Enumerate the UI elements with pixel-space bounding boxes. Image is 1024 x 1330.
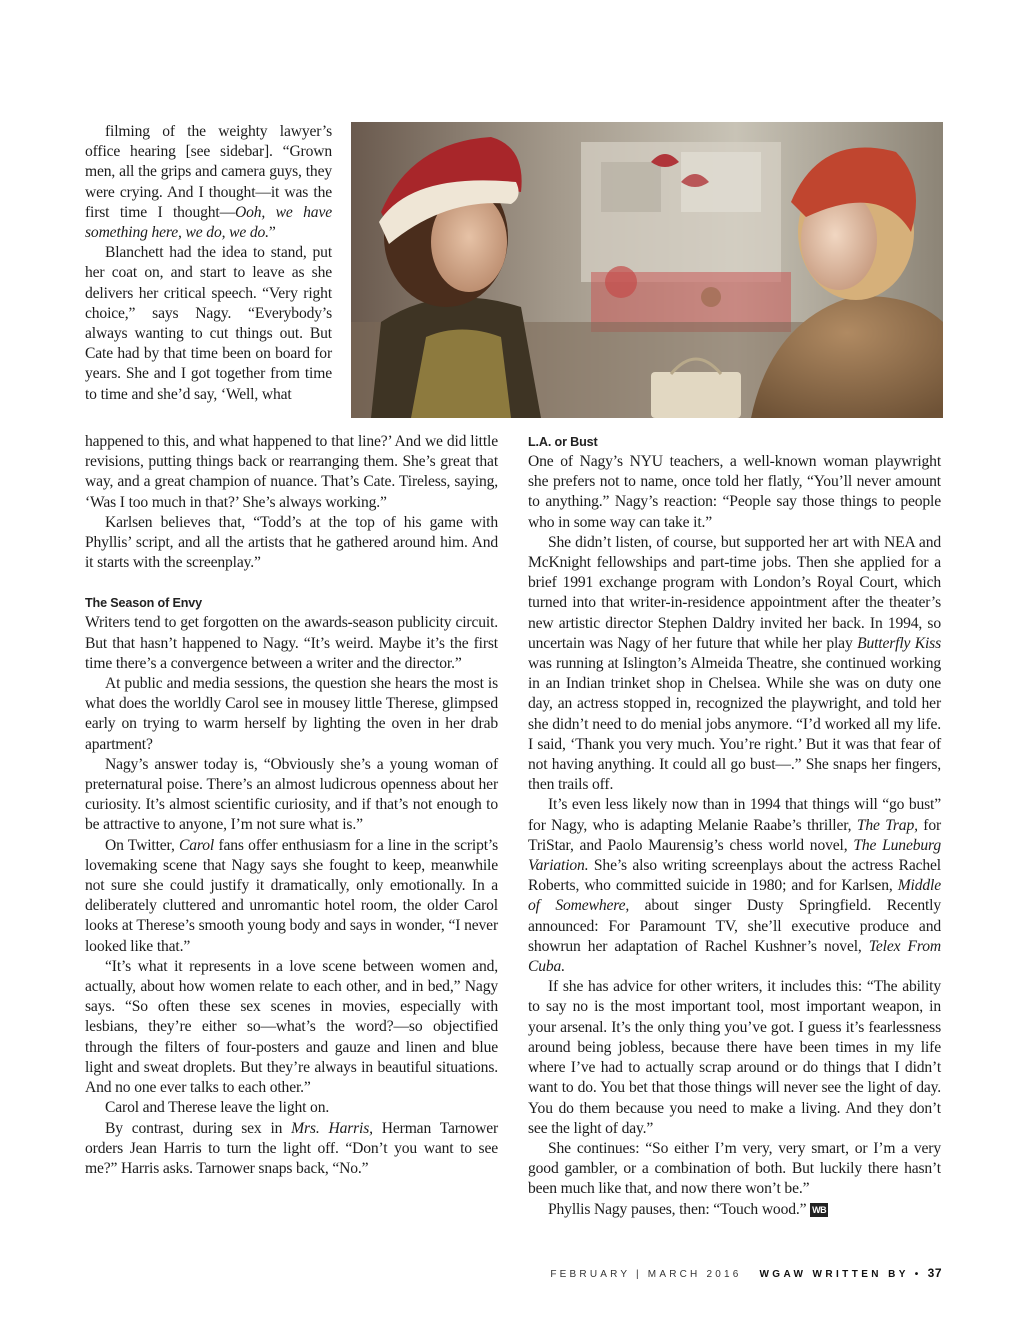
paragraph: [528, 533, 941, 796]
right-column: [528, 432, 941, 1220]
paragraph: [85, 613, 498, 674]
section-heading-la-or-bust: L.A. or Bust: [528, 435, 598, 449]
text-run: If she has advice for other writers, it includes this: “The ability to say no is the most important tool, most important weapon, in your arsenal. It’s the only thing you’ve got. I guess it’s fearlessness around being jobless, because there have been times in my life where I’ve had to actually scrap around or do things that I didn’t want to do. You bet that those things will never see the light of day. You do them because you need to make a living. And they don’t see the light of day.”: [528, 978, 941, 1137]
text-run: At public and media sessions, the question she hears the most is what does the worldly Carol see in mousey little Therese, glimpsed early on trying to warm herself by lighting the oven in her drab apartment?: [85, 675, 498, 753]
italic-text: Telex From Cuba.: [528, 937, 942, 976]
italic-text: The Luneburg Variation.: [528, 836, 942, 875]
text-run: about singer Dusty Springfield. Recently announced: For Paramount TV, she’ll executive produce and showrun her adaptation of Rachel Kushner’s novel,: [528, 897, 941, 955]
film-still-photo: [351, 122, 943, 418]
text-run: ”: [268, 224, 276, 242]
text-run: “It’s what it represents in a love scene between women and, actually, about how women relate to each other, and in bed,” Nagy says. “So often these sex scenes in movies, especially with lesbians, they’re either so—what’s the word?—so objectified through the filters of four-posters and gauze and linen and blue light and sweat droplets. But they’re always in beautiful situations. And no one ever talks to each other.”: [85, 957, 498, 1097]
italic-text: The Trap,: [856, 816, 918, 834]
left-column-continuation: [85, 432, 498, 573]
wb-end-mark-logo: WB: [812, 1204, 827, 1215]
footer-publication: WGAW WRITTEN BY: [759, 1269, 909, 1280]
film-still-illustration: [351, 122, 943, 418]
text-run: happened to this, and what happened to that line?’ And we did little revisions, putting things back or rearranging them. She’s great that way, and a great champion of nuance. That’s Cate. Tireless, saying, ‘Was I too much in that?’ She’s always working.”: [85, 433, 498, 511]
intro-column: [85, 122, 332, 405]
paragraph: [85, 755, 498, 836]
text-run: By contrast, during sex in: [105, 1119, 292, 1137]
la-or-bust-body: [528, 452, 941, 1220]
italic-text: Mrs. Harris,: [291, 1119, 373, 1137]
paragraph: [85, 836, 498, 957]
left-column: [85, 432, 498, 1179]
page-footer: [550, 1266, 942, 1280]
paragraph: [528, 452, 941, 533]
footer-bullet: •: [914, 1269, 922, 1280]
text-run: She continues: “So either I’m very, very smart, or I’m a very good gambler, or a combination of both. But luckily there hasn’t been much like that, and now there won’t be.”: [528, 1139, 941, 1198]
text-run: She’s also writing screenplays about the actress Rachel Roberts, who committed suicide in 1980; and for Karlsen,: [528, 857, 941, 895]
text-run: filming of the weighty lawyer’s office hearing [see sidebar]. “Grown men, all the grips and camera guys, they were crying. And I thought—it was the first time I thought—: [85, 123, 332, 221]
paragraph: [85, 674, 498, 755]
italic-text: Middle of Somewhere,: [528, 877, 941, 915]
text-run: Phyllis Nagy pauses, then: “Touch wood.”: [548, 1200, 811, 1218]
text-run: was running at Islington’s Almeida Theatre, she continued working in an Indian trinket shop in Chelsea. While she was on duty one day, an actress stopped in, recognized the playwright, and told her she didn’t need to do menial jobs anymore. “I’d worked all my life. I said, ‘Thank you very much. You’re right.’ But it was that fear of not having anything. It could all go bust—.” She snaps her fingers, then trails off.: [528, 655, 941, 794]
paragraph: [85, 243, 332, 405]
text-run: Carol and Therese leave the light on.: [105, 1099, 330, 1117]
text-run: Blanchett had the idea to stand, put her coat on, and start to leave as she delivers her critical speech. “Very right choice,” says Nagy. “Everybody’s always wanting to cut things out. But Cate had by that time been on board for years. She and I got together from time to time and she’d say, ‘Well, what: [85, 244, 332, 403]
text-run: On Twitter,: [105, 836, 180, 854]
page-number: 37: [927, 1266, 942, 1280]
season-of-envy-body: [85, 613, 498, 1179]
paragraph: [85, 432, 498, 513]
italic-text: Carol: [179, 836, 215, 854]
text-run: She didn’t listen, of course, but supported her art with NEA and McKnight fellowships and part-time jobs. Then she applied for a brief 1991 exchange program with London’s Royal Court, which turned into that writer-in-residence appointment after the theater’s new artistic director Stephen Daldry invited her back. In 1994, so uncertain was Nagy of her future that while her play: [528, 533, 941, 652]
paragraph: [528, 1139, 941, 1200]
paragraph: [85, 513, 498, 574]
text-run: fans offer enthusiasm for a line in the script’s lovemaking scene that Nagy says she fought to keep, meanwhile not sure she could justify it dramatically, only emotionally. In a deliberately cluttered and unromantic hotel room, the older Carol looks at Therese’s smooth young body and says in wonder, “I never looked like that.”: [85, 836, 498, 955]
italic-text: Ooh, we have something here, we do, we do.: [85, 203, 332, 242]
text-run: Karlsen believes that, “Todd’s at the top of his game with Phyllis’ script, and all the artists that he gathered around him. And it starts with the screenplay.”: [85, 513, 498, 572]
text-run: One of Nagy’s NYU teachers, a well-known woman playwright she prefers not to name, once told her flatly, “You’ll never amount to anything.” Nagy’s reaction: “People say those things to people who in some way can take it.”: [528, 453, 941, 531]
text-run: Nagy’s answer today is, “Obviously she’s a young woman of preternatural poise. There’s an almost ludicrous openness about her curiosity. It’s almost scientific curiosity, and if that’s not enough to be attractive to anyone, I’m not sure what is.”: [85, 755, 498, 834]
footer-date: FEBRUARY | MARCH 2016: [550, 1269, 742, 1280]
text-run: It’s even less likely now than in 1994 that things will “go bust” for Nagy, who is adapting Melanie Raabe’s thriller,: [528, 796, 941, 834]
paragraph: [528, 795, 941, 977]
paragraph: [85, 122, 332, 243]
paragraph: [85, 957, 498, 1098]
text-run: Herman Tarnower orders Jean Harris to turn the light off. “Don’t you want to see me?” Harris asks. Tarnower snaps back, “No.”: [85, 1119, 499, 1177]
paragraph: [85, 1119, 498, 1180]
paragraph: [85, 1098, 498, 1118]
italic-text: Butterfly Kiss: [857, 634, 942, 652]
text-run: Writers tend to get forgotten on the awards-season publicity circuit. But that hasn’t happened to Nagy. “It’s weird. Maybe it’s the first time there’s a convergence between a writer and the director.”: [85, 614, 498, 672]
section-heading-season-of-envy: The Season of Envy: [85, 596, 202, 611]
text-run: for TriStar, and Paolo Maurensig’s chess world novel,: [528, 816, 942, 854]
paragraph: [528, 977, 941, 1139]
paragraph: [528, 1200, 941, 1220]
